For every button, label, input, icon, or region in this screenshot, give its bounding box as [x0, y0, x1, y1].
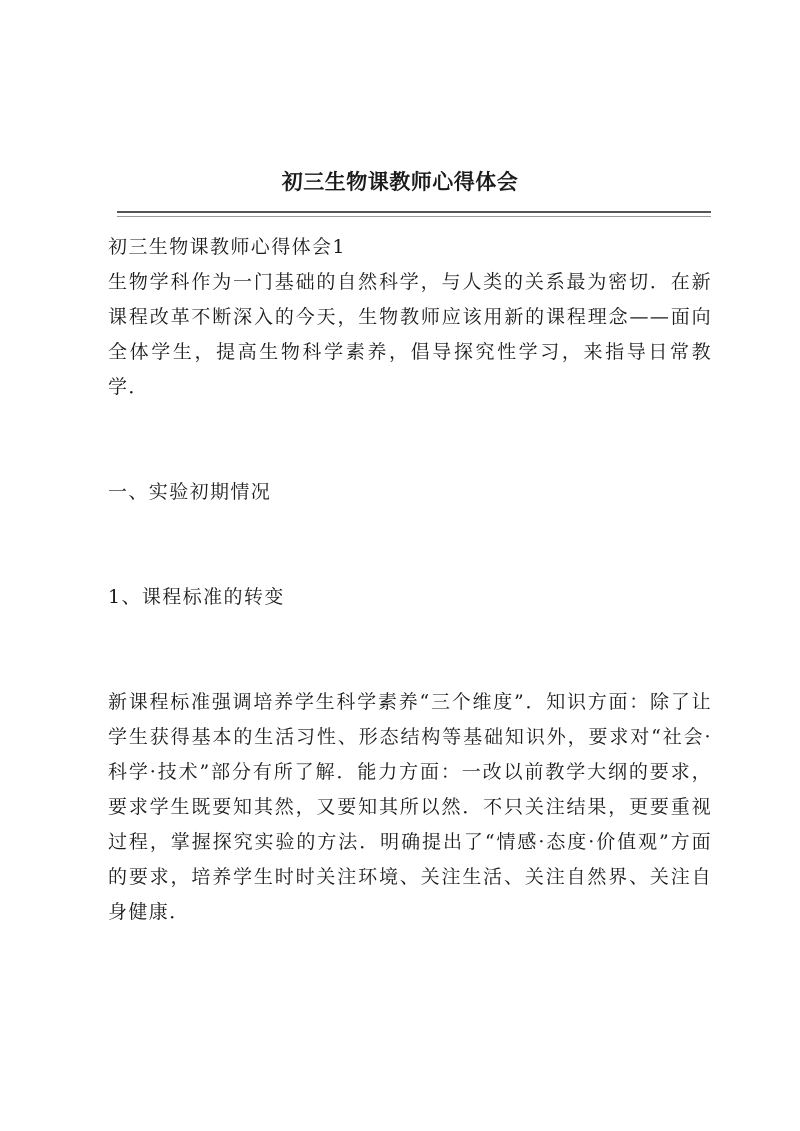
- subsection-heading: 1、课程标准的转变: [108, 586, 285, 608]
- title-divider-thin: [117, 216, 711, 217]
- body-paragraph: 新课程标准强调培养学生科学素养“三个维度”．知识方面：除了让学生获得基本的生活习性、形态结构等基础知识外，要求对“社会·科学·技术”部分有所了解．能力方面：一改以前教学大纲的要求，要求学生既要知其然，又要知其所以然．不只关注结果，更要重视过程，掌握探究实验的方法．明确提出了“情感·态度·价值观”方面的要求，培养学生时时关注环境、关注生活、关注自然界、关注自身健康．: [108, 691, 712, 923]
- document-subtitle: 初三生物课教师心得体会1: [108, 236, 346, 258]
- section-heading: 一、实验初期情况: [108, 481, 272, 503]
- title-divider: [117, 211, 711, 213]
- intro-paragraph: 生物学科作为一门基础的自然科学，与人类的关系最为密切．在新课程改革不断深入的今天，生物教师应该用新的课程理念——面向全体学生，提高生物科学素养，倡导探究性学习，来指导日常教学．: [108, 271, 712, 398]
- document-title: 初三生物课教师心得体会: [281, 169, 519, 194]
- document-body: [108, 230, 712, 930]
